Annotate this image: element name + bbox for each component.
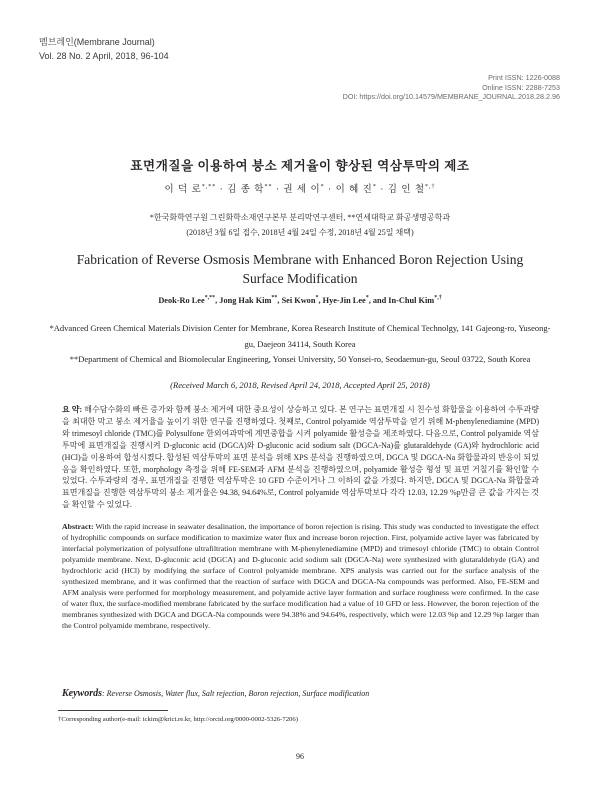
english-affiliation-1: *Advanced Green Chemical Materials Division Center for Membrane, Korea Research Institute of Chemical Technolgy, 141 Gajeong-ro, Yuseong-gu, Daejeon 34114, South Korea — [49, 323, 551, 349]
footnote-rule — [58, 710, 168, 711]
english-affiliation-2: **Department of Chemical and Biomolecular Engineering, Yonsei University, 50 Yonsei-ro, Seodaemun-gu, Seoul 03722, South Korea — [69, 354, 531, 364]
keywords — [62, 688, 369, 699]
author-affil: * — [365, 295, 369, 302]
korean-affiliation: *한국화학연구원 그린화학소재연구본부 분리막연구센터, **연세대학교 화공생명공학과 — [149, 213, 451, 222]
keywords-label: Keywords — [62, 688, 102, 699]
author-affil: * — [372, 183, 377, 190]
journal-volume: Vol. 28 No. 2 April, 2018, 96-104 — [39, 51, 169, 61]
author: Deok-Ro Lee — [158, 296, 205, 305]
korean-abstract-label: 요 약: — [62, 405, 83, 414]
korean-title: 표면개질을 이용하여 붕소 제거율이 향상된 역삼투막의 제조 — [130, 159, 470, 173]
korean-received: (2018년 3월 6일 접수, 2018년 4월 24일 수정, 2018년 4월 25일 채택) — [186, 228, 414, 237]
author: 김 종 학 — [227, 185, 265, 195]
author-separator: · — [328, 185, 333, 195]
author-affil: ** — [264, 183, 273, 190]
author-affil: * — [315, 295, 319, 302]
korean-abstract-text: 해수담수화의 빠른 증가와 함께 붕소 제거에 대한 중요성이 상승하고 있다. 본 연구는 표면개질 시 친수성 화합물을 이용하여 수투과량을 최대한 막고 붕소 제거율을 높이기 위한 연구를 진행하였다. 첫째로, Control polyamide 역삼투막을 얻기 위해 M-phenylenediamine (MPD)와 trimesoyl chloride (TMC)를 Polysulfone 한외여과막에 계면중합을 시켜 polyamide 활성층을 제조하였다. 다음으로, Control polyamide 역삼투막에 표면개질을 진행시켜 D-gluconic acid (DGCA)와 D-gluconic acid sodium salt (DGCA-Na)를 glutaraldehyde (GA)와 hydrochloric acid (HCl)을 이용하여 합성시켰다. 합성된 역삼투막의 표면 분석을 위해 XPS 분석을 진행하였으며, DGCA 및 DGCA-Na 화합물과의 반응이 되었음을 확인하였다. 또한, morphology 측정을 위해 FE-SEM과 AFM 분석을 진행하였으며, polyamide 활성층 형성 및 표면 거칠기를 확인할 수 있었다. 수투과량의 경우, 표면개질을 진행한 역삼투막은 10 GFD 수준이거나 그 이하의 값을 가졌다. 하지만, DGCA 및 DGCA-Na 화합물과 표면개질을 진행한 역삼투막의 붕소 제거율은 94.38, 94.64%로, Control polyamide 역삼투막보다 각각 12.03, 12.29 %p만큼 큰 값을 가지는 것을 확인할 수 있었다. — [62, 405, 540, 510]
author-affil: * — [320, 183, 325, 190]
author-affil: *,** — [201, 183, 217, 190]
author-separator: · — [219, 185, 224, 195]
author-affil: *,† — [425, 183, 436, 190]
english-abstract-text: With the rapid increase in seawater desalination, the importance of boron rejection is rising. This study was conducted to investigate the effect of hydrophilic compounds on surface modification to maximize water flux and increase boron rejection. First, polyamide active layer was fabricated by interfacial polymerization of polysulfone ultrafiltration membrane with M-phenylenediamine (MPD) and trimesoyl chloride (TMC) to obtain Control polyamide membrane. Next, D-gluconic acid (DGCA) and D-gluconic acid sodium salt (DGCA-Na) were synthesized with glutaraldehyde (GA) and hydrochloric acid (HCl) by modifying the surface of Control polyamide membrane. XPS analysis was carried out for the surface analysis of the synthesized membrane, and it was confirmed that the reaction of surface with DGCA and DGCA-Na compounds was performed. Also, FE-SEM and AFM analysis were performed for morphology measurement, and polyamide active layer formation and surface roughness were confirmed. In the case of water flux, the surface-modified membrane fabricated by the surface modification had a value of 10 GFD or less. However, the boron rejection of the membranes synthesized with DGCA and DGCA-Na compounds were 94.38% and 94.64%, respectively, which were 12.03 %p and 12.29 %p larger than the Control polyamide membrane, respectively. — [62, 522, 540, 630]
print-issn: Print ISSN: 1226-0088 — [488, 73, 560, 82]
english-authors: Deok-Ro Lee*,**, Jong Hak Kim**, Sei Kwon*, Hye-Jin Lee*, and In-Chul Kim*,† — [158, 295, 442, 305]
english-received: (Received March 6, 2018, Revised April 24, 2018, Accepted April 25, 2018) — [170, 380, 430, 390]
page-number: 96 — [296, 752, 304, 761]
keywords-text: : Reverse Osmosis, Water flux, Salt rejection, Boron rejection, Surface modification — [102, 689, 370, 698]
english-affiliation-block — [48, 321, 552, 368]
author-affil: *,† — [434, 295, 442, 302]
author: 이 덕 로 — [164, 185, 202, 195]
korean-abstract — [62, 404, 539, 511]
author: 이 혜 진 — [335, 185, 373, 195]
online-issn: Online ISSN: 2288-7253 — [482, 82, 560, 92]
author: Hye-Jin Lee — [322, 296, 366, 305]
author-affil: ** — [271, 295, 278, 302]
author: 김 인 철 — [387, 185, 426, 195]
corresponding-author-footnote: †Corresponding author(e-mail: ickim@krict.re.kr, http://orcid.org/0000-0002-5326-7206) — [58, 716, 298, 723]
author: Jong Hak Kim — [219, 296, 272, 305]
journal-header — [39, 35, 169, 63]
author-affil: *,** — [204, 295, 216, 302]
author-separator: · — [275, 185, 280, 195]
english-title: Fabrication of Reverse Osmosis Membrane with Enhanced Boron Rejection Using Surface Modification — [76, 252, 524, 286]
doi[interactable]: DOI: https://doi.org/10.14579/MEMBRANE_JOURNAL.2018.28.2.96 — [342, 92, 560, 102]
journal-name: 멤브레인(Membrane Journal) — [39, 37, 155, 47]
korean-authors — [0, 181, 600, 195]
author: Sei Kwon — [281, 296, 316, 305]
author: 권 세 이 — [283, 185, 321, 195]
korean-affiliation-block — [0, 210, 600, 240]
author-separator: · — [380, 185, 385, 195]
author: and In-Chul Kim — [372, 296, 435, 305]
english-abstract — [62, 521, 539, 631]
english-abstract-label: Abstract: — [62, 522, 94, 531]
issn-block — [343, 73, 560, 102]
